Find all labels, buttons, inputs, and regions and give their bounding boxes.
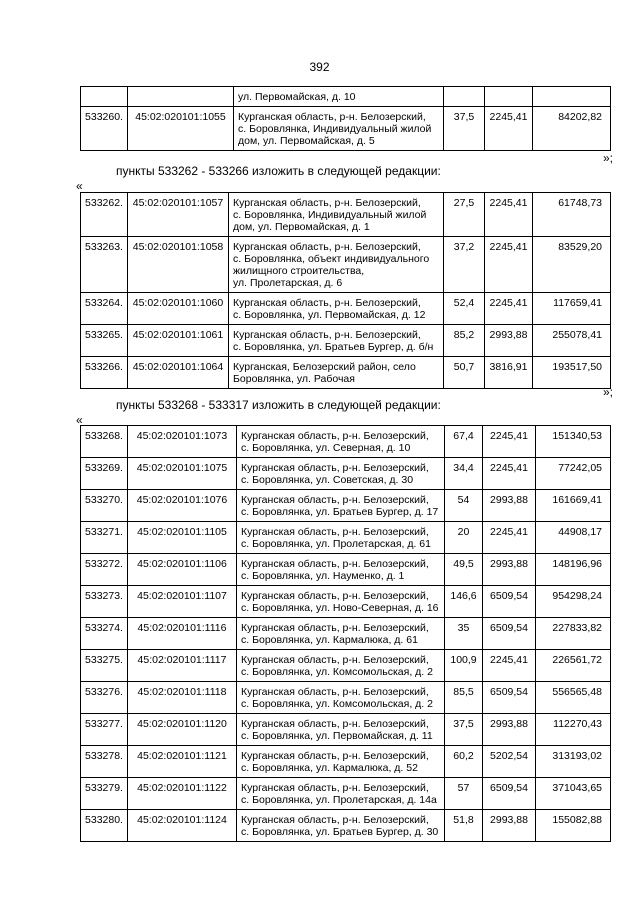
page-number: 392 [309, 60, 330, 74]
area-cell: 50,7 [444, 357, 485, 389]
area-cell: 34,4 [445, 458, 483, 490]
table-row [81, 325, 611, 357]
row-number-cell: 533276. [81, 682, 128, 714]
cadastral-value-cell: 313193,02 [536, 746, 611, 778]
cadastral-value-cell: 371043,65 [536, 778, 611, 810]
cadastral-number-cell: 45:02:020101:1055 [128, 107, 234, 151]
address-cell: Курганская область, р-н. Белозерский, с. Боровлянка, Индивидуальный жилой дом, ул. Первомайская, д. 5 [234, 107, 444, 151]
table-2 [80, 192, 611, 389]
rate-cell: 2245,41 [485, 237, 533, 293]
area-cell: 37,5 [444, 107, 485, 151]
row-number-cell: 533278. [81, 746, 128, 778]
cadastral-number-cell [128, 87, 234, 107]
table-row [81, 107, 611, 151]
cadastral-number-cell: 45:02:020101:1105 [128, 522, 237, 554]
row-number-cell: 533275. [81, 650, 128, 682]
row-number-cell [81, 87, 128, 107]
row-number-cell: 533273. [81, 586, 128, 618]
address-cell: Курганская, Белозерский район, село Боровлянка, ул. Рабочая [229, 357, 444, 389]
rate-cell: 2993,88 [483, 490, 536, 522]
rate-cell: 6509,54 [483, 778, 536, 810]
cadastral-number-cell: 45:02:020101:1107 [128, 586, 237, 618]
rate-cell: 6509,54 [483, 586, 536, 618]
table-row [81, 586, 611, 618]
address-cell: Курганская область, р-н. Белозерский, с. Боровлянка, ул. Первомайская, д. 12 [229, 293, 444, 325]
cadastral-number-cell: 45:02:020101:1073 [128, 426, 237, 458]
cadastral-number-cell: 45:02:020101:1116 [128, 618, 237, 650]
address-cell: Курганская область, р-н. Белозерский, с. Боровлянка, ул. Кармалюка, д. 52 [237, 746, 445, 778]
cadastral-value-cell: 83529,20 [533, 237, 611, 293]
row-number-cell: 533263. [81, 237, 128, 293]
area-cell: 37,5 [445, 714, 483, 746]
address-cell: Курганская область, р-н. Белозерский, с. Боровлянка, ул. Комсомольская, д. 2 [237, 650, 445, 682]
address-cell: Курганская область, р-н. Белозерский, с. Боровлянка, ул. Пролетарская, д. 14а [237, 778, 445, 810]
rate-cell: 2245,41 [483, 522, 536, 554]
row-number-cell: 533270. [81, 490, 128, 522]
open-quote: « [76, 413, 83, 427]
cadastral-number-cell: 45:02:020101:1124 [128, 810, 237, 842]
rate-cell: 2993,88 [483, 714, 536, 746]
row-number-cell: 533265. [81, 325, 128, 357]
row-number-cell: 533271. [81, 522, 128, 554]
address-cell: Курганская область, р-н. Белозерский, с. Боровлянка, Индивидуальный жилой дом, ул. Первомайская, д. 1 [229, 193, 444, 237]
cadastral-value-cell: 227833,82 [536, 618, 611, 650]
cadastral-value-cell: 556565,48 [536, 682, 611, 714]
area-cell [444, 87, 485, 107]
area-cell: 146,6 [445, 586, 483, 618]
row-number-cell: 533279. [81, 778, 128, 810]
cadastral-value-cell: 77242,05 [536, 458, 611, 490]
rate-cell: 2245,41 [483, 458, 536, 490]
cadastral-number-cell: 45:02:020101:1058 [128, 237, 229, 293]
cadastral-value-cell: 161669,41 [536, 490, 611, 522]
row-number-cell: 533272. [81, 554, 128, 586]
area-cell: 67,4 [445, 426, 483, 458]
cadastral-number-cell: 45:02:020101:1117 [128, 650, 237, 682]
address-cell: Курганская область, р-н. Белозерский, с. Боровлянка, объект индивидуального жилищного строительства, ул. Пролетарская, д. 6 [229, 237, 444, 293]
table-row [81, 618, 611, 650]
table-row [81, 554, 611, 586]
area-cell: 85,2 [444, 325, 485, 357]
cadastral-value-cell: 151340,53 [536, 426, 611, 458]
end-quote: »; [602, 385, 613, 399]
row-number-cell: 533268. [81, 426, 128, 458]
table-row [81, 490, 611, 522]
area-cell: 51,8 [445, 810, 483, 842]
row-number-cell: 533277. [81, 714, 128, 746]
cadastral-number-cell: 45:02:020101:1122 [128, 778, 237, 810]
area-cell: 27,5 [444, 193, 485, 237]
open-quote: « [76, 179, 83, 193]
table-row [81, 426, 611, 458]
row-number-cell: 533274. [81, 618, 128, 650]
cadastral-number-cell: 45:02:020101:1076 [128, 490, 237, 522]
end-quote: »; [602, 151, 613, 165]
cadastral-value-cell: 112270,43 [536, 714, 611, 746]
table-row [81, 87, 611, 107]
address-cell: Курганская область, р-н. Белозерский, с. Боровлянка, ул. Кармалюка, д. 61 [237, 618, 445, 650]
cadastral-number-cell: 45:02:020101:1075 [128, 458, 237, 490]
table-row [81, 193, 611, 237]
cadastral-number-cell: 45:02:020101:1061 [128, 325, 229, 357]
table-row [81, 682, 611, 714]
cadastral-value-cell: 255078,41 [533, 325, 611, 357]
address-cell: Курганская область, р-н. Белозерский, с. Боровлянка, ул. Пролетарская, д. 61 [237, 522, 445, 554]
address-cell: Курганская область, р-н. Белозерский, с. Боровлянка, ул. Братьев Бургер, д. 17 [237, 490, 445, 522]
row-number-cell: 533269. [81, 458, 128, 490]
rate-cell: 6509,54 [483, 682, 536, 714]
area-cell: 57 [445, 778, 483, 810]
area-cell: 35 [445, 618, 483, 650]
cadastral-number-cell: 45:02:020101:1118 [128, 682, 237, 714]
cadastral-value-cell: 226561,72 [536, 650, 611, 682]
rate-cell: 2245,41 [483, 426, 536, 458]
row-number-cell: 533264. [81, 293, 128, 325]
cadastral-value-cell: 954298,24 [536, 586, 611, 618]
address-cell: ул. Первомайская, д. 10 [234, 87, 444, 107]
cadastral-number-cell: 45:02:020101:1060 [128, 293, 229, 325]
address-cell: Курганская область, р-н. Белозерский, с. Боровлянка, ул. Братьев Бургер, д. 30 [237, 810, 445, 842]
row-number-cell: 533266. [81, 357, 128, 389]
area-cell: 20 [445, 522, 483, 554]
table-1 [80, 86, 611, 151]
table-row [81, 522, 611, 554]
row-number-cell: 533260. [81, 107, 128, 151]
rate-cell: 6509,54 [483, 618, 536, 650]
rate-cell: 2993,88 [483, 554, 536, 586]
cadastral-value-cell: 61748,73 [533, 193, 611, 237]
table-row [81, 810, 611, 842]
area-cell: 100,9 [445, 650, 483, 682]
area-cell: 37,2 [444, 237, 485, 293]
table-row [81, 237, 611, 293]
area-cell: 85,5 [445, 682, 483, 714]
table-row [81, 458, 611, 490]
cadastral-value-cell [533, 87, 611, 107]
rate-cell: 3816,91 [485, 357, 533, 389]
area-cell: 49,5 [445, 554, 483, 586]
table-row [81, 746, 611, 778]
rate-cell: 2245,41 [485, 107, 533, 151]
cadastral-value-cell: 117659,41 [533, 293, 611, 325]
address-cell: Курганская область, р-н. Белозерский, с. Боровлянка, ул. Ново-Северная, д. 16 [237, 586, 445, 618]
amendment-paragraph: пункты 533262 - 533266 изложить в следующей редакции: [116, 164, 441, 178]
cadastral-number-cell: 45:02:020101:1057 [128, 193, 229, 237]
cadastral-value-cell: 155082,88 [536, 810, 611, 842]
area-cell: 52,4 [444, 293, 485, 325]
address-cell: Курганская область, р-н. Белозерский, с. Боровлянка, ул. Северная, д. 10 [237, 426, 445, 458]
rate-cell: 2993,88 [483, 810, 536, 842]
cadastral-value-cell: 148196,96 [536, 554, 611, 586]
rate-cell [485, 87, 533, 107]
table-3 [80, 425, 611, 842]
address-cell: Курганская область, р-н. Белозерский, с. Боровлянка, ул. Первомайская, д. 11 [237, 714, 445, 746]
rate-cell: 5202,54 [483, 746, 536, 778]
cadastral-number-cell: 45:02:020101:1064 [128, 357, 229, 389]
rate-cell: 2245,41 [485, 193, 533, 237]
table-row [81, 293, 611, 325]
rate-cell: 2993,88 [485, 325, 533, 357]
table-row [81, 357, 611, 389]
address-cell: Курганская область, р-н. Белозерский, с. Боровлянка, ул. Науменко, д. 1 [237, 554, 445, 586]
table-row [81, 650, 611, 682]
cadastral-value-cell: 84202,82 [533, 107, 611, 151]
cadastral-value-cell: 193517,50 [533, 357, 611, 389]
cadastral-number-cell: 45:02:020101:1121 [128, 746, 237, 778]
address-cell: Курганская область, р-н. Белозерский, с. Боровлянка, ул. Комсомольская, д. 2 [237, 682, 445, 714]
rate-cell: 2245,41 [485, 293, 533, 325]
rate-cell: 2245,41 [483, 650, 536, 682]
area-cell: 54 [445, 490, 483, 522]
table-row [81, 714, 611, 746]
area-cell: 60,2 [445, 746, 483, 778]
cadastral-number-cell: 45:02:020101:1106 [128, 554, 237, 586]
address-cell: Курганская область, р-н. Белозерский, с. Боровлянка, ул. Братьев Бургер, д. б/н [229, 325, 444, 357]
amendment-paragraph: пункты 533268 - 533317 изложить в следующей редакции: [116, 398, 441, 412]
row-number-cell: 533262. [81, 193, 128, 237]
cadastral-number-cell: 45:02:020101:1120 [128, 714, 237, 746]
cadastral-value-cell: 44908,17 [536, 522, 611, 554]
row-number-cell: 533280. [81, 810, 128, 842]
table-row [81, 778, 611, 810]
address-cell: Курганская область, р-н. Белозерский, с. Боровлянка, ул. Советская, д. 30 [237, 458, 445, 490]
